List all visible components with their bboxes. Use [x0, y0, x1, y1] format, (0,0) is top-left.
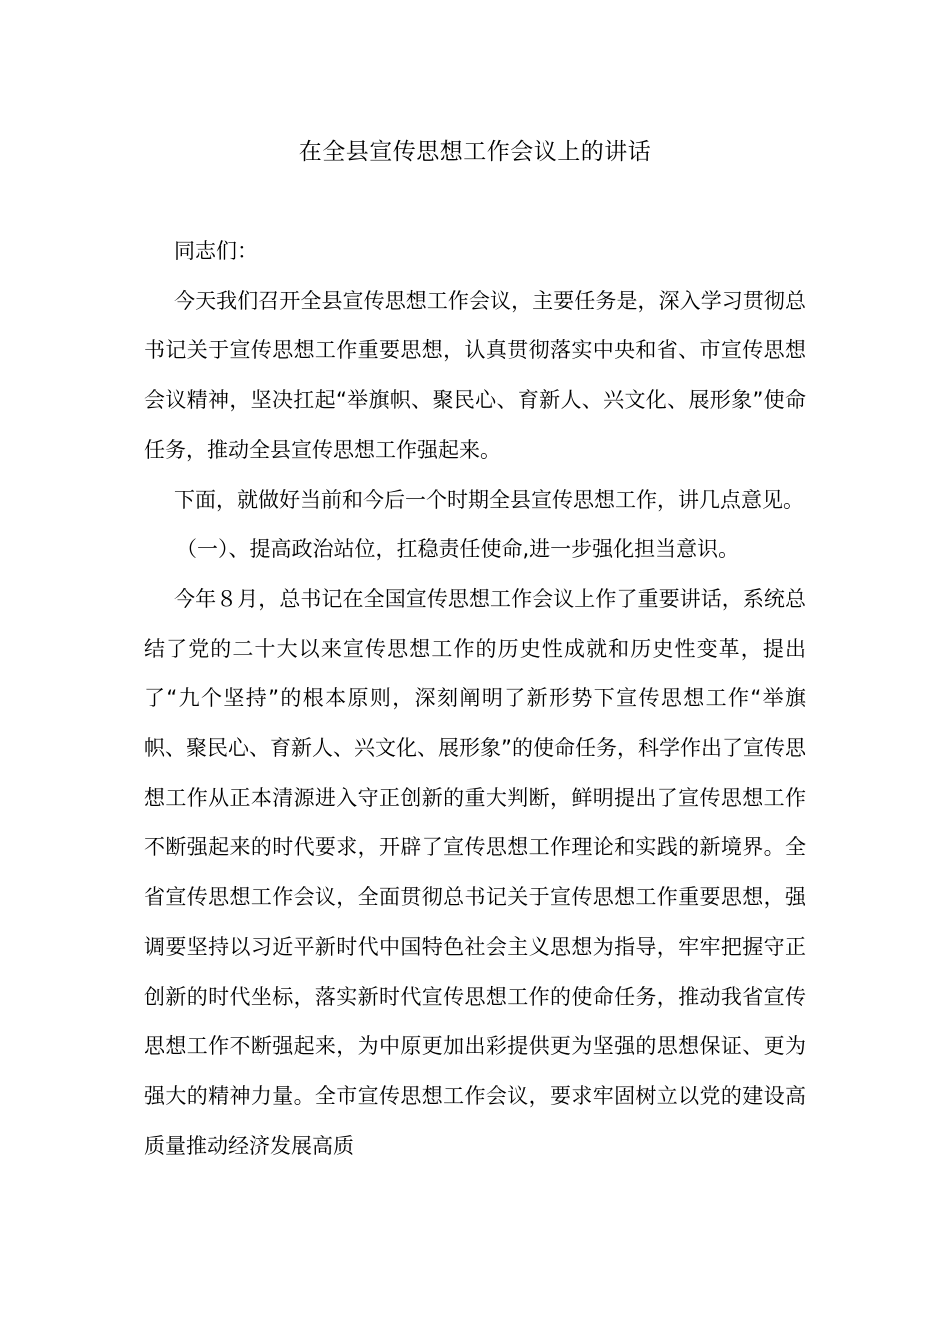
- paragraph-intro: 今天我们召开全县宣传思想工作会议，主要任务是，深入学习贯彻总书记关于宣传思想工作重要思想，认真贯彻落实中央和省、市宣传思想会议精神，坚决扛起“举旗帜、聚民心、育新人、兴文化、展形象”使命任务，推动全县宣传思想工作强起来。: [144, 288, 806, 462]
- paragraph-section-body: 今年８月，总书记在全国宣传思想工作会议上作了重要讲话，系统总结了党的二十大以来宣传思想工作的历史性成就和历史性变革，提出了“九个坚持”的根本原则，深刻阐明了新形势下宣传思想工作“举旗帜、聚民心、育新人、兴文化、展形象”的使命任务，科学作出了宣传思想工作从正本清源进入守正创新的重大判断，鲜明提出了宣传思想工作不断强起来的时代要求，开辟了宣传思想工作理论和实践的新境界。全省宣传思想工作会议，全面贯彻总书记关于宣传思想工作重要思想，强调要坚持以习近平新时代中国特色社会主义思想为指导，牢牢把握守正创新的时代坐标，落实新时代宣传思想工作的使命任务，推动我省宣传思想工作不断强起来，为中原更加出彩提供更为坚强的思想保证、更为强大的精神力量。全市宣传思想工作会议，要求牢固树立以党的建设高质量推动经济发展高质: [144, 586, 806, 1158]
- paragraph-outline: 下面，就做好当前和今后一个时期全县宣传思想工作，讲几点意见。: [174, 487, 804, 512]
- document-title: 在全县宣传思想工作会议上的讲话: [298, 139, 652, 165]
- section-heading: （一）、提高政治站位，扛稳责任使命,进一步强化担当意识。: [176, 537, 740, 562]
- document-body: [144, 227, 806, 1171]
- salutation: 同志们：: [174, 239, 258, 263]
